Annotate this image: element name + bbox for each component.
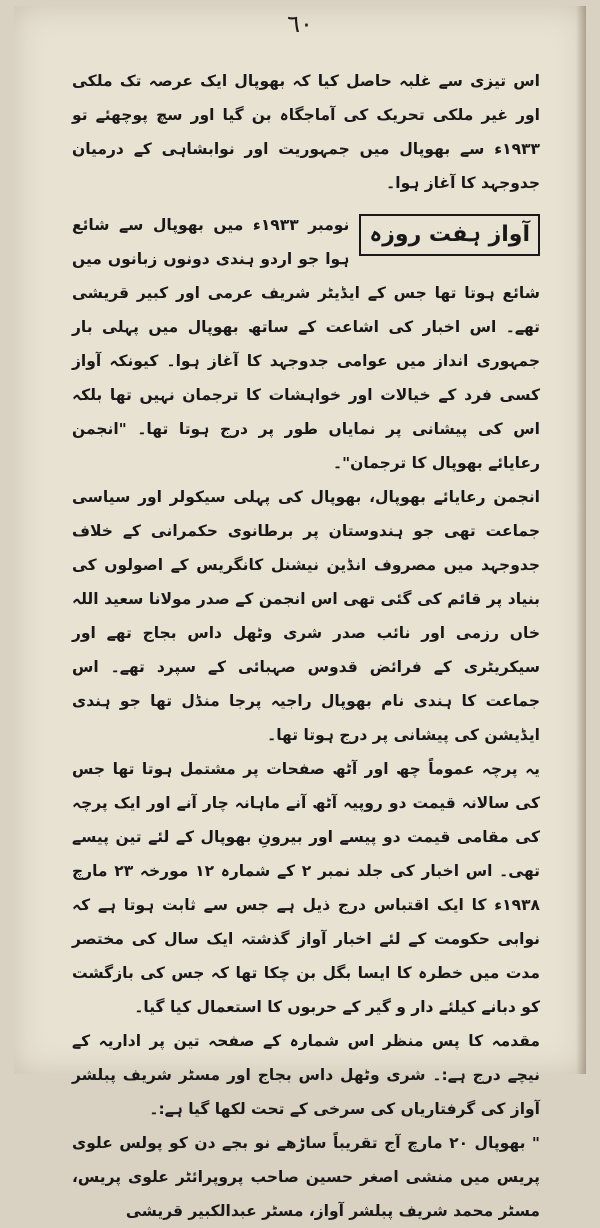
page-body	[72, 64, 540, 1220]
paragraph-quotation: " بھوپال ۲۰ مارچ آج تقریباً ساڑھے نو بجے دن کو پولس علوی پریس میں منشی اصغر حسین صاحب پروپرائٹر علوی پریس، مسٹر محمد شریف پبلشر آواز، مسٹر عبدالکبیر قریشی	[72, 1134, 540, 1220]
page-number: ٦٠	[287, 10, 313, 38]
paragraph-intro: اس تیزی سے غلبہ حاصل کیا کہ بھوپال ایک عرصہ تک ملکی اور غیر ملکی تحریک کی آماجگاہ بن گیا اور سچ پوچھئے تو ۱۹۳۳ء سے بھوپال میں جمہوریت اور نوابشاہی کے درمیان جدوجہد کا آغاز ہوا۔	[72, 72, 540, 192]
section-heading-box: آواز ہفت روزہ	[359, 214, 540, 256]
paragraph-awaz-intro: نومبر ۱۹۳۳ء میں بھوپال سے شائع ہوا جو اردو ہندی دونوں زبانوں میں شائع ہوتا تھا جس کے ایڈیٹر شریف عرمی اور کبیر قریشی تھے۔ اس اخبار کی اشاعت کے ساتھ بھوپال میں پہلی بار جمہوری انداز میں عوامی جدوجہد کا آغاز ہوا۔ کیونکہ آواز کسی فرد کے خیالات اور خواہشات کا ترجمان نہیں تھا بلکہ اس کی پیشانی پر نمایاں طور پر درج ہوتا تھا۔ "انجمن رعایائے بھوپال کا ترجمان"۔	[72, 216, 540, 472]
paragraph-case-background: مقدمہ کا پس منظر اس شمارہ کے صفحہ تین پر اداریہ کے نیچے درج ہے:۔ شری وٹھل داس بجاج اور مسٹر شریف پبلشر آواز کی گرفتاریاں کی سرخی کے تحت لکھا گیا ہے:۔	[72, 1032, 540, 1118]
paragraph-anjuman: انجمن رعایائے بھوپال، بھوپال کی پہلی سیکولر اور سیاسی جماعت تھی جو ہندوستان پر برطانوی حکمرانی کے خلاف جدوجہد میں مصروف انڈین نیشنل کانگریس کے اصولوں کی بنیاد پر قائم کی گئی تھی اس انجمن کے صدر مولانا سعید اللہ خاں رزمی اور نائب صدر شری وٹھل داس بجاج تھے اور سیکریٹری کے فرائض قدوس صہبائی کے سپرد تھے۔ اس جماعت کا ہندی نام بھوپال راجیہ پرجا منڈل تھا جو ہندی ایڈیشن کی پیشانی پر درج ہوتا تھا۔	[72, 488, 540, 744]
page-binding-shadow	[576, 6, 586, 1074]
spacer	[72, 200, 540, 208]
book-page	[14, 6, 586, 1220]
paragraph-price-details: یہ پرچہ عموماً چھ اور آٹھ صفحات پر مشتمل ہوتا تھا جس کی سالانہ قیمت دو روپیہ آٹھ آنے ماہانہ چار آنے اور ایک پرچہ کی مقامی قیمت دو پیسے اور بیرونِ بھوپال کے لئے تین پیسے تھی۔ اس اخبار کی جلد نمبر ۲ کے شمارہ ۱۲ مورخہ ۲۳ مارچ ۱۹۳۸ء کا ایک اقتباس درج ذیل ہے جس سے ثابت ہوتا ہے کہ نوابی حکومت کے لئے اخبار آواز گذشتہ ایک سال کی مختصر مدت میں خطرہ کا ایسا بگل بن چکا تھا کہ جس کی بازگشت کو دبانے کیلئے دار و گیر کے حربوں کا استعمال کیا گیا۔	[72, 760, 540, 1016]
